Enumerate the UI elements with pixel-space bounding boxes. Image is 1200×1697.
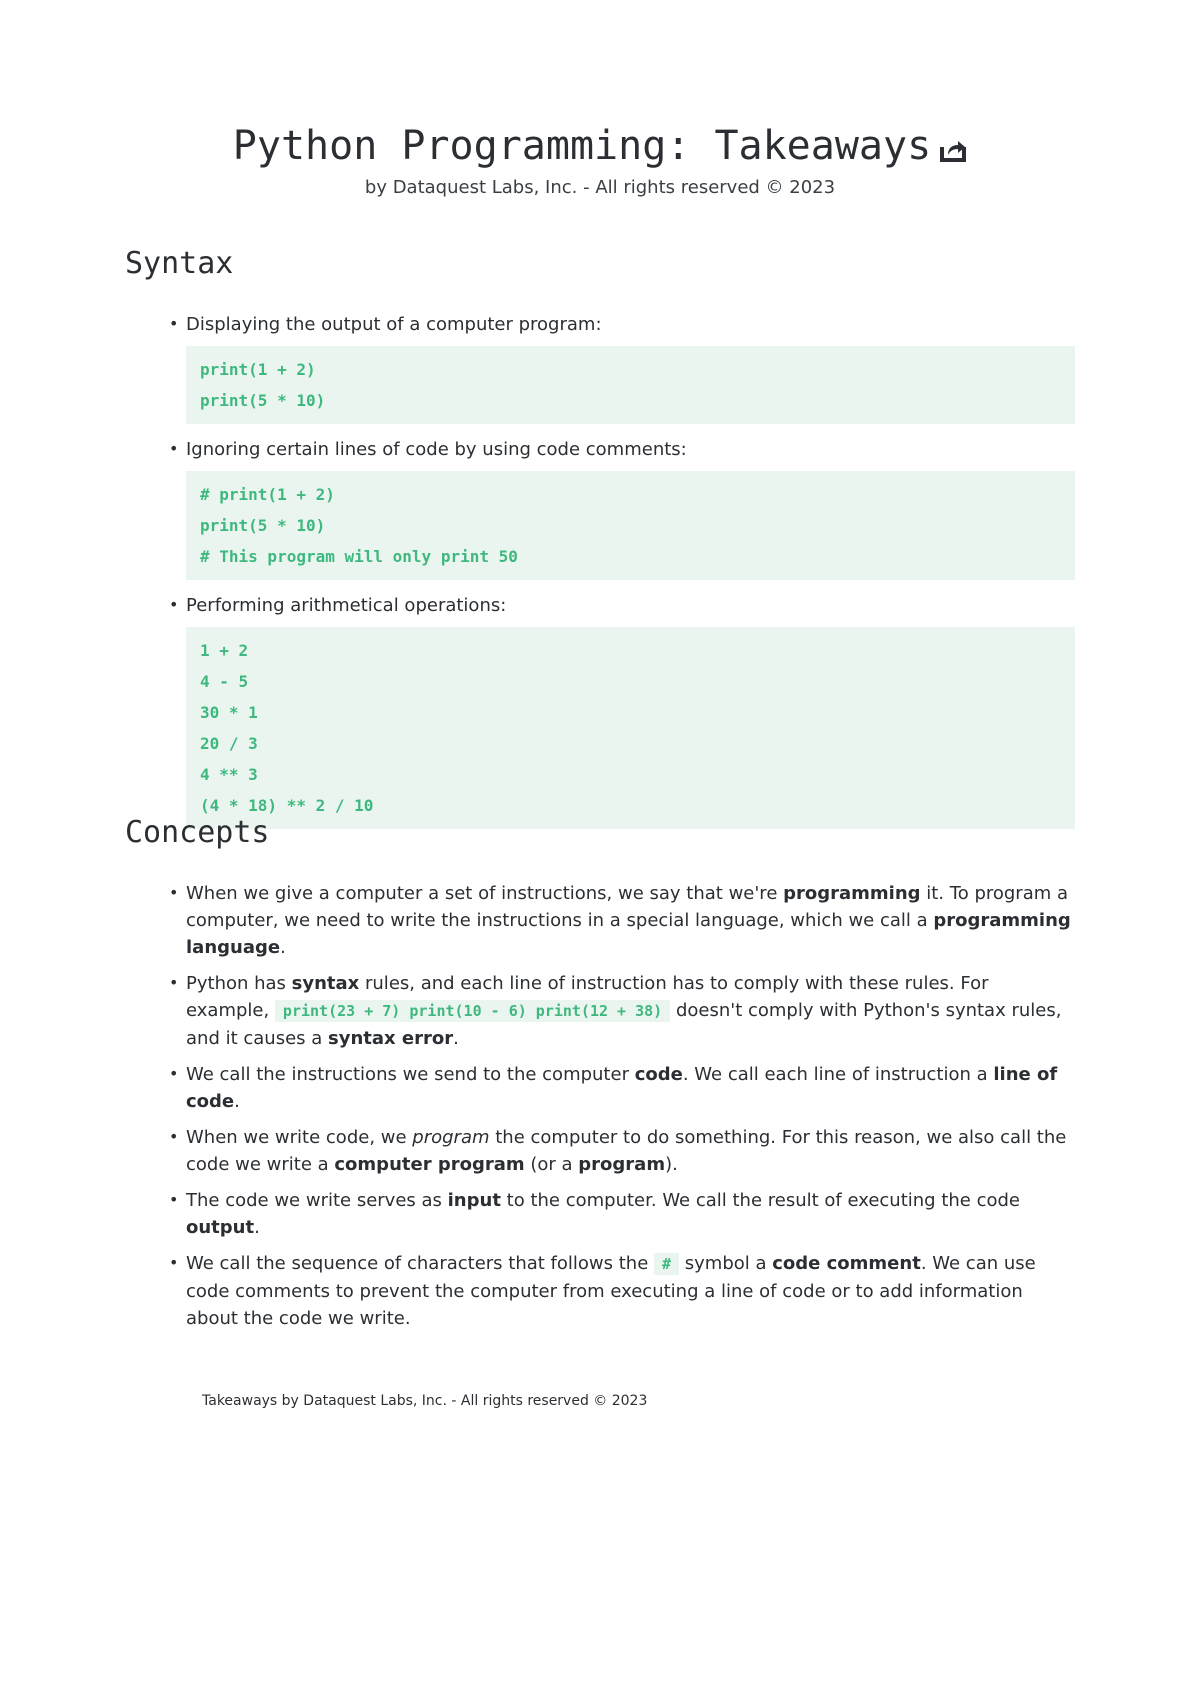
- bold-term: code comment: [772, 1253, 921, 1274]
- text-run: to the computer. We call the result of executing the code: [500, 1190, 1021, 1211]
- bold-term: syntax: [291, 973, 360, 994]
- code-line: # print(1 + 2): [200, 485, 335, 504]
- code-line: 4 - 5: [200, 672, 249, 691]
- text-run: . We can use code comments to prevent the computer from executing a line of code or to add information about the code we write.: [186, 1253, 1036, 1329]
- text-run: .: [234, 1091, 240, 1112]
- text-run: We call the sequence of characters that follows the: [186, 1253, 654, 1274]
- bold-term: line of code: [186, 1064, 1058, 1112]
- text-run: doesn't comply with Python's syntax rules, and it causes a: [186, 1000, 1062, 1049]
- text-run: (or a: [524, 1154, 579, 1175]
- page-subtitle: by Dataquest Labs, Inc. - All rights reserved © 2023: [364, 177, 836, 198]
- syntax-list: [165, 311, 1075, 841]
- code-line: 30 * 1: [200, 703, 258, 722]
- code-line: print(5 * 10): [200, 516, 326, 535]
- text-run: rules, and each line of instruction has to comply with these rules. For example,: [186, 973, 989, 1021]
- list-item: [165, 970, 1075, 1052]
- list-item: [165, 880, 1075, 961]
- text-run: .: [254, 1217, 260, 1238]
- bold-term: program: [578, 1154, 666, 1175]
- page-footer: Takeaways by Dataquest Labs, Inc. - All rights reserved © 2023: [202, 1393, 648, 1409]
- text-run: it. To program a computer, we need to write the instructions in a special language, which we call a: [186, 883, 1069, 931]
- text-run: Python has: [186, 973, 292, 994]
- list-item: [165, 311, 1075, 424]
- italic-term: program: [412, 1127, 490, 1148]
- list-item-text: • Performing arithmetical operations:: [186, 595, 507, 616]
- bold-term: output: [186, 1217, 255, 1238]
- list-item: [165, 1124, 1075, 1178]
- text-run: We call the instructions we send to the computer: [186, 1064, 635, 1085]
- text-run: .: [453, 1028, 459, 1049]
- code-line: # This program will only print 50: [200, 547, 518, 566]
- inline-code: #: [654, 1253, 679, 1275]
- page-title-row: [0, 120, 1200, 176]
- text-run: the computer to do something. For this reason, we also call the code we write a: [186, 1127, 1067, 1175]
- list-item: [165, 1187, 1075, 1241]
- code-block: [186, 471, 1075, 580]
- code-block: [186, 346, 1075, 424]
- text-run: The code we write serves as: [186, 1190, 448, 1211]
- text-run: symbol a: [679, 1253, 773, 1274]
- page-title: Python Programming: Takeaways: [232, 123, 932, 169]
- text-run: When we give a computer a set of instructions, we say that we're: [186, 883, 784, 904]
- bold-term: computer program: [334, 1154, 525, 1175]
- concepts-list: [165, 880, 1075, 1341]
- code-block: [186, 627, 1075, 829]
- code-line: 20 / 3: [200, 734, 258, 753]
- bold-term: programming: [783, 883, 921, 904]
- code-line: 4 ** 3: [200, 765, 258, 784]
- list-item: [165, 1250, 1075, 1332]
- text-run: . We call each line of instruction a: [682, 1064, 994, 1085]
- text-run: When we write code, we: [186, 1127, 413, 1148]
- section-heading-concepts: Concepts: [125, 815, 270, 850]
- code-line: print(5 * 10): [200, 391, 326, 410]
- list-item: [165, 592, 1075, 829]
- text-run: .: [280, 937, 286, 958]
- code-line: (4 * 18) ** 2 / 10: [200, 796, 374, 815]
- list-item-text: • Ignoring certain lines of code by using code comments:: [186, 439, 687, 460]
- list-item: [165, 1061, 1075, 1115]
- code-line: print(1 + 2): [200, 360, 316, 379]
- bold-term: syntax error: [328, 1028, 454, 1049]
- inline-code: print(23 + 7) print(10 - 6) print(12 + 38): [275, 1000, 670, 1022]
- share-box-icon: [939, 124, 967, 176]
- bold-term: code: [634, 1064, 683, 1085]
- bold-term: programming language: [186, 910, 1071, 958]
- bold-term: input: [447, 1190, 501, 1211]
- section-heading-syntax: Syntax: [125, 246, 234, 281]
- list-item-text: • Displaying the output of a computer program:: [186, 314, 602, 335]
- list-item: [165, 436, 1075, 580]
- code-line: 1 + 2: [200, 641, 249, 660]
- text-run: ).: [665, 1154, 678, 1175]
